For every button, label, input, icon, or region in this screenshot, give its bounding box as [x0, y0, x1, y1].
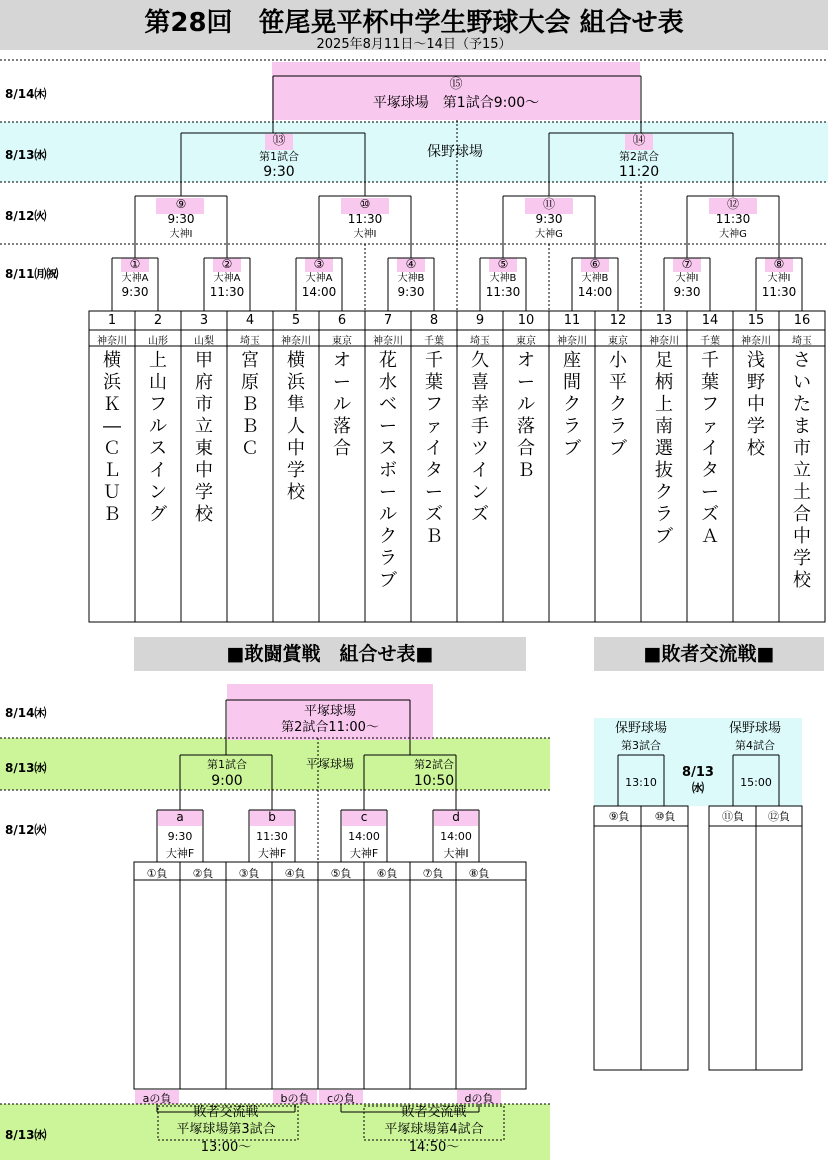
team-prefecture: 神奈川: [281, 336, 311, 347]
kanto-qf-venue: 大神Ⅰ: [443, 847, 469, 860]
haisha-slot-9: ⑨負: [608, 810, 630, 823]
team-number: 3: [199, 313, 209, 328]
final-number: ⑮: [449, 77, 463, 92]
team-prefecture: 埼玉: [240, 336, 260, 347]
page-title: 第28回 笹尾晃平杯中学生野球大会 組合せ表: [144, 8, 684, 38]
team-number: 2: [153, 313, 163, 328]
semi-round-14: 第2試合: [619, 150, 659, 163]
bracket-box: [364, 1106, 504, 1140]
team-prefecture: 神奈川: [97, 336, 127, 347]
team-number: 16: [793, 313, 811, 328]
haisha-weekday: ㈬: [691, 781, 704, 795]
consolation-title-1: 敗者交流戦: [193, 1105, 259, 1120]
team-name: オール落合Ｂ: [517, 350, 535, 481]
kanto-qf-number: b: [268, 810, 276, 824]
kanto-slot: ①負: [146, 867, 168, 880]
qf-time: 9:30: [167, 212, 195, 226]
qf-time: 11:30: [347, 212, 383, 226]
date-label-0811: 8/11㈪㈷: [5, 267, 59, 281]
kanto-date-0813-bottom: 8/13㈬: [5, 1128, 47, 1142]
team-name: さいたま市立土合中学校: [793, 350, 811, 591]
kanto-slot: ③負: [238, 867, 260, 880]
kanto-slot: ②負: [192, 867, 214, 880]
kanto-date-0813: 8/13㈬: [5, 761, 47, 775]
kanto-qf-time: 9:30: [167, 830, 193, 843]
team-number: 6: [337, 313, 347, 328]
kanto-loser: dの負: [464, 1092, 494, 1105]
r1-venue: 大神B: [397, 273, 425, 284]
final-venue: 平塚球場 第1試合9:00～: [372, 95, 540, 111]
date-label-0814: 8/14㈭: [5, 87, 47, 101]
qf-time: 11:30: [715, 212, 751, 226]
kanto-qf-venue: 大神F: [165, 847, 195, 860]
r1-time: 9:30: [121, 285, 149, 299]
kanto-semi-round-1: 第1試合: [207, 758, 247, 771]
qf-venue: 大神G: [719, 229, 747, 240]
haisha-slot-10: ⑩負: [654, 810, 676, 823]
haisha-time-3: 13:10: [625, 776, 657, 789]
team-number: 1: [107, 313, 117, 328]
r1-time: 9:30: [397, 285, 425, 299]
r1-venue: 大神Ⅰ: [767, 273, 791, 284]
team-number: 9: [475, 313, 485, 328]
team-name: 甲府市立東中学校: [195, 350, 213, 525]
qf-time: 9:30: [535, 212, 563, 226]
team-number: 13: [655, 313, 673, 328]
kanto-loser: bの負: [280, 1092, 310, 1105]
kanto-qf-time: 11:30: [256, 830, 288, 843]
team-name: 千葉ファイターズＢ: [425, 350, 443, 547]
r1-number: ①: [129, 257, 141, 271]
haisha-time-4: 15:00: [740, 776, 772, 789]
team-prefecture: 埼玉: [470, 336, 490, 347]
kanto-qf-number: a: [176, 810, 184, 824]
r1-venue: 大神A: [121, 273, 149, 284]
r1-venue: 大神B: [581, 273, 609, 284]
semi-time-14: 11:20: [618, 164, 660, 180]
haisha-date: 8/13: [682, 765, 714, 780]
r1-venue: 大神A: [305, 273, 333, 284]
team-name: 久喜幸手ツインズ: [471, 350, 489, 525]
r1-time: 14:00: [301, 285, 337, 299]
qf-number: ⑪: [542, 197, 555, 211]
kanto-qf-time: 14:00: [348, 830, 380, 843]
kanto-slot: ④負: [284, 867, 306, 880]
team-name: 宮原ＢＢＣ: [241, 350, 259, 459]
date-label-0813: 8/13㈬: [5, 148, 47, 162]
semis-venue: 保野球場: [427, 144, 483, 160]
team-number: 10: [517, 313, 535, 328]
kanto-qf-venue: 大神F: [349, 847, 379, 860]
semi-round-13: 第1試合: [259, 150, 299, 163]
kanto-slot: ⑧負: [468, 867, 490, 880]
team-name: 横浜Ｋ―ＣＬＵＢ: [103, 350, 121, 525]
kanto-qf-number: c: [360, 810, 368, 824]
kanto-final-venue: 平塚球場: [303, 704, 356, 719]
bracket-box: [158, 1106, 298, 1140]
kanto-header: ■敢闘賞戦 組合せ表■: [134, 637, 526, 671]
kanto-loser: aの負: [142, 1092, 172, 1105]
team-name: 千葉ファイターズＡ: [701, 350, 719, 547]
team-prefecture: 神奈川: [557, 336, 587, 347]
date-label-0812: 8/12㈫: [5, 209, 47, 223]
haisha-header: ■敗者交流戦■: [594, 637, 824, 671]
kanto-slot: ⑤負: [330, 867, 352, 880]
team-number: 15: [747, 313, 765, 328]
consolation-title-2: 敗者交流戦: [401, 1105, 467, 1120]
team-number: 5: [291, 313, 301, 328]
r1-venue: 大神A: [213, 273, 241, 284]
haisha-slot-12: ⑫負: [768, 810, 790, 823]
haisha-slot-11: ⑪負: [722, 810, 744, 823]
r1-number: ⑦: [681, 257, 693, 271]
kanto-qf-number: d: [452, 810, 460, 824]
team-number: 14: [701, 313, 719, 328]
kanto-semi-time-1: 9:00: [211, 773, 243, 789]
page-subtitle: 2025年8月11日～14日（予15）: [316, 37, 512, 52]
semi-num-14: ⑭: [632, 133, 646, 148]
r1-number: ②: [221, 257, 233, 271]
consolation-time-1: 13:00～: [200, 1140, 252, 1155]
haisha-venue-4: 保野球場: [728, 721, 781, 736]
r1-number: ④: [405, 257, 417, 271]
r1-time: 14:00: [577, 285, 613, 299]
qf-venue: 大神Ⅰ: [353, 229, 377, 240]
team-prefecture: 神奈川: [649, 336, 679, 347]
team-number: 11: [563, 313, 581, 328]
qf-number: ⑫: [726, 197, 739, 211]
r1-venue: 大神B: [489, 273, 517, 284]
r1-number: ③: [313, 257, 325, 271]
r1-number: ⑥: [589, 257, 601, 271]
kanto-semis-venue: 平塚球場: [305, 757, 354, 771]
team-prefecture: 山形: [148, 336, 168, 347]
qf-number: ⑨: [175, 197, 187, 211]
consolation-venue-1: 平塚球場第3試合: [176, 1122, 276, 1137]
team-number: 4: [245, 313, 255, 328]
qf-venue: 大神G: [535, 229, 563, 240]
kanto-slot: ⑦負: [422, 867, 444, 880]
haisha-venue-3: 保野球場: [614, 721, 667, 736]
kanto-qf-venue: 大神F: [257, 847, 287, 860]
team-number: 12: [609, 313, 627, 328]
haisha-round-4: 第4試合: [735, 739, 775, 752]
team-name: 小平クラブ: [609, 350, 627, 459]
team-prefecture: 東京: [332, 336, 352, 347]
team-number: 7: [383, 313, 393, 328]
team-prefecture: 神奈川: [373, 336, 403, 347]
team-name: 花水ベースボールクラブ: [379, 350, 397, 591]
team-prefecture: 千葉: [424, 336, 444, 347]
team-prefecture: 山梨: [194, 336, 214, 347]
r1-time: 11:30: [761, 285, 797, 299]
semi-time-13: 9:30: [263, 164, 295, 180]
team-name: 横浜隼人中学校: [287, 350, 305, 503]
kanto-date-0812: 8/12㈫: [5, 823, 47, 837]
kanto-loser: cの負: [326, 1092, 356, 1105]
semi-num-13: ⑬: [272, 133, 286, 148]
consolation-venue-2: 平塚球場第4試合: [384, 1122, 484, 1137]
kanto-slot: ⑥負: [376, 867, 398, 880]
team-prefecture: 埼玉: [792, 336, 812, 347]
kanto-final-time: 第2試合11:00～: [281, 720, 379, 735]
team-prefecture: 東京: [516, 336, 536, 347]
r1-time: 11:30: [209, 285, 245, 299]
kanto-semi-time-2: 10:50: [413, 773, 455, 789]
bracket-box: [134, 862, 526, 1089]
r1-number: ⑤: [497, 257, 509, 271]
team-prefecture: 千葉: [700, 336, 720, 347]
consolation-time-2: 14:50～: [408, 1140, 460, 1155]
team-name: 上山フルスイング: [149, 350, 167, 525]
team-name: 座間クラブ: [563, 350, 581, 459]
r1-time: 9:30: [673, 285, 701, 299]
kanto-date-0814: 8/14㈭: [5, 706, 47, 720]
team-number: 8: [429, 313, 439, 328]
r1-time: 11:30: [485, 285, 521, 299]
kanto-qf-time: 14:00: [440, 830, 472, 843]
team-name: 足柄上南選抜クラブ: [655, 350, 673, 547]
kanto-semi-round-2: 第2試合: [414, 758, 454, 771]
qf-number: ⑩: [359, 197, 371, 211]
team-name: 浅野中学校: [747, 350, 765, 459]
team-name: オール落合: [333, 350, 351, 459]
haisha-round-3: 第3試合: [621, 739, 661, 752]
team-prefecture: 神奈川: [741, 336, 771, 347]
team-prefecture: 東京: [608, 336, 628, 347]
qf-venue: 大神Ⅰ: [169, 229, 193, 240]
r1-number: ⑧: [773, 257, 785, 271]
r1-venue: 大神Ⅰ: [675, 273, 699, 284]
